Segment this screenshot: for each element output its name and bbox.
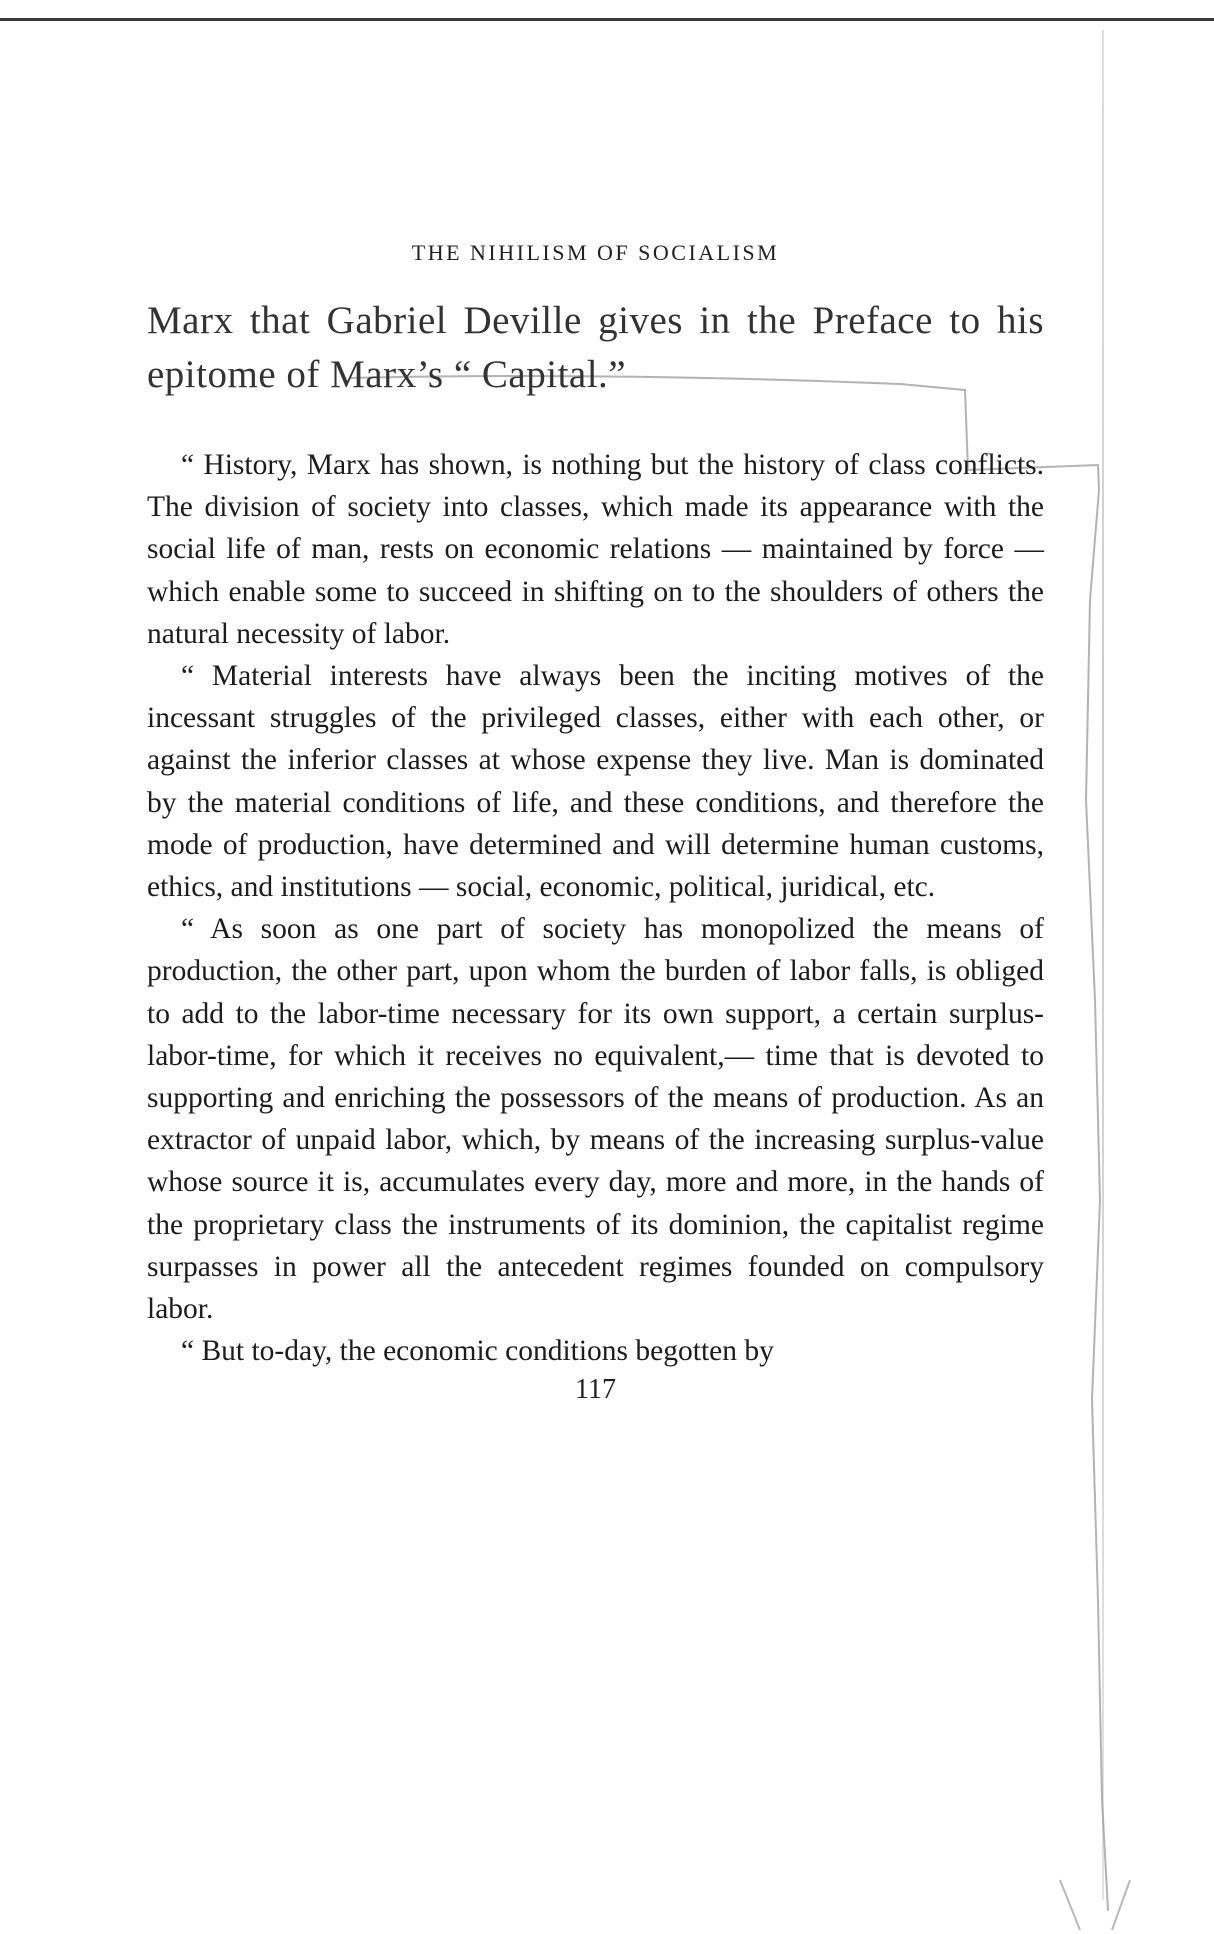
top-rule — [0, 18, 1214, 21]
page-edge-line — [1102, 30, 1104, 1900]
running-head: THE NIHILISM OF SOCIALISM — [411, 240, 780, 265]
quote-paragraph-3: “ As soon as one part of society has monopolized the means of production, the other part, upon whom the burden of labor falls, is obliged to add to the labor-time necessary for its own support, a certain surplus-labor-time, for which it receives no equivalent,— time that is devoted to supporting and enriching the possessors of the means of production. As an extractor of unpaid labor, which, by means of the increasing surplus-value whose source it is, accumulates every day, more and more, in the hands of the proprietary class the instruments of its dominion, the capitalist regime surpasses in power all the antecedent regimes founded on compulsory labor. — [147, 913, 1044, 1326]
intro-text: Marx that Gabriel Deville gives in the Preface to his epitome of Marx’s “ Capital.” — [147, 299, 1044, 396]
quote-paragraph-4: “ But to-day, the economic conditions begotten by — [181, 1335, 774, 1368]
quote-paragraph-1: “ History, Marx has shown, is nothing but the history of class conflicts. The division of society into classes, which made its appearance with the social life of man, rests on economic relations — maintained by force — which enable some to succeed in shifting on to the shoulders of others the natural necessity of labor. — [147, 449, 1044, 650]
book-page — [147, 240, 1044, 1406]
quote-paragraph-2: “ Material interests have always been the inciting motives of the incessant struggles of the privileged classes, either with each other, or against the inferior classes at whose expense they live. Man is dominated by the material conditions of life, and these conditions, and therefore the mode of production, have determined and will determine human customs, ethics, and institutions — social, economic, political, juridical, etc. — [147, 660, 1044, 904]
page-number: 117 — [575, 1374, 616, 1406]
